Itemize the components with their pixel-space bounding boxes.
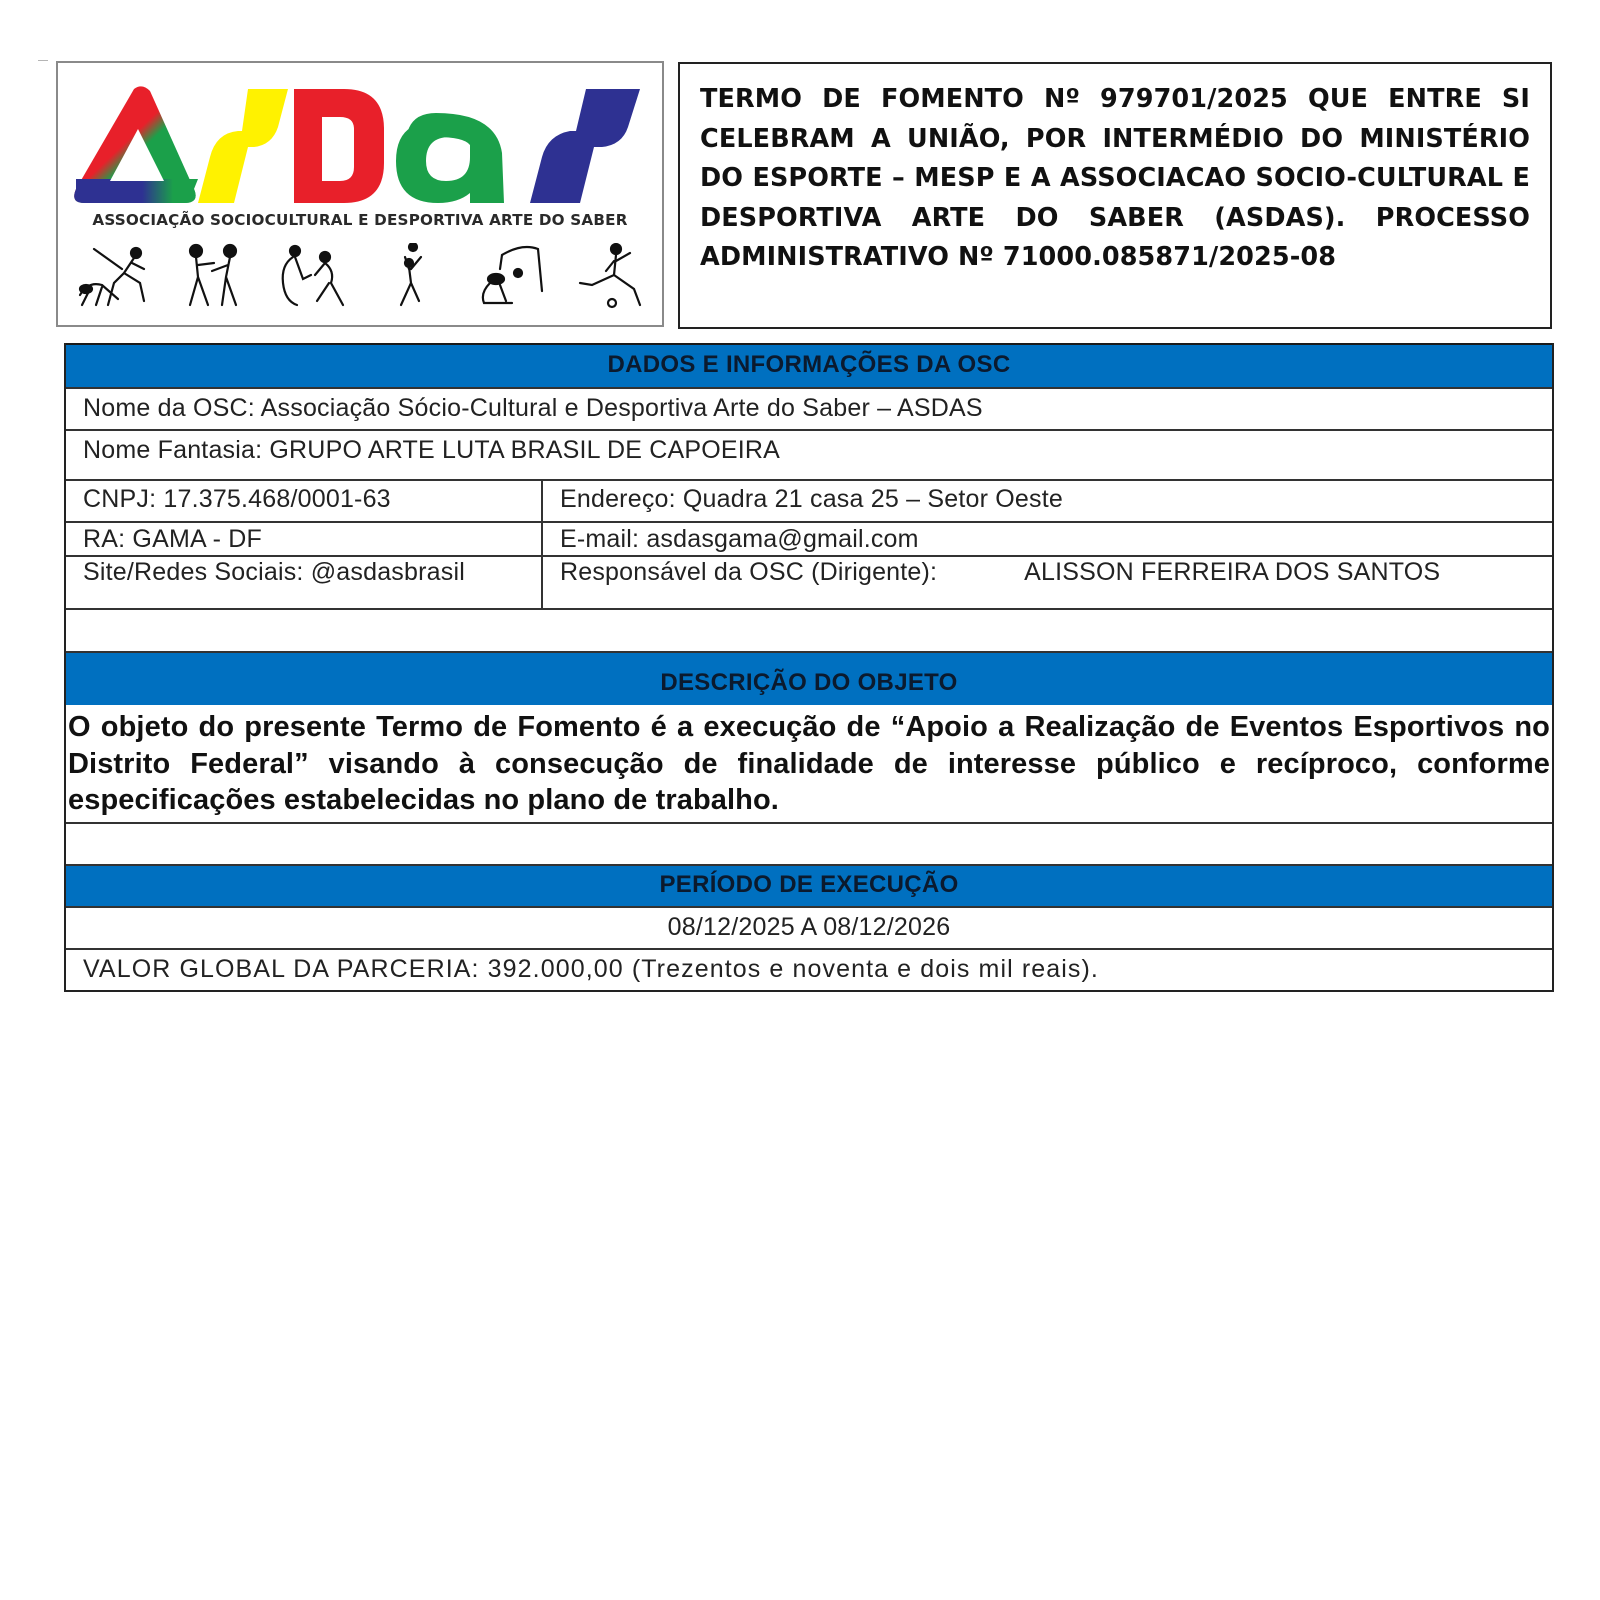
judo-figure-icon [273,243,351,309]
asdas-wordmark-icon [72,83,652,213]
valor-global-text: VALOR GLOBAL DA PARCERIA: 392.000,00 (Trezentos e noventa e dois mil reais). [83,955,1099,983]
section-header-osc-label: DADOS E INFORMAÇÕES DA OSC [607,351,1011,378]
volleyball-figure-icon [373,243,451,309]
row-cnpj-endereco [66,479,1552,521]
document-title-box [678,62,1552,329]
capoeira-figure-icon [74,243,152,309]
responsavel-cell [543,557,1552,608]
empty-row [66,608,1552,651]
site-text: Site/Redes Sociais: @asdasbrasil [83,558,465,586]
nome-osc-text: Nome da OSC: Associação Sócio-Cultural e Desportiva Arte do Saber – ASDAS [83,394,983,422]
row-site-responsavel [66,555,1552,608]
section-header-objeto [66,651,1552,705]
ra-cell [66,523,543,555]
responsavel-label: Responsável da OSC (Dirigente): [560,558,938,586]
capoeira-acrobatics-figure-icon [472,243,550,309]
responsavel-name: ALISSON FERREIRA DOS SANTOS [1024,558,1441,586]
kickboxing-figure-icon [174,243,252,309]
row-nome-fantasia [66,429,1552,479]
periodo-dates-text: 08/12/2025 A 08/12/2026 [667,913,951,941]
endereco-cell [543,481,1552,521]
ra-text: RA: GAMA - DF [83,525,263,553]
scan-artifact [38,60,48,61]
section-header-periodo [66,864,1552,906]
row-nome-osc [66,387,1552,429]
objeto-description [66,705,1552,822]
section-header-periodo-label: PERÍODO DE EXECUÇÃO [659,871,959,898]
email-cell [543,523,1552,555]
site-cell [66,557,543,608]
sports-figures [74,239,650,309]
section-header-osc [66,343,1552,387]
asdas-logo [56,61,664,327]
logo-tagline: ASSOCIAÇÃO SOCIOCULTURAL E DESPORTIVA ARTE DO SABER [92,211,628,229]
row-valor-global [66,948,1552,990]
objeto-description-text: O objeto do presente Termo de Fomento é a execução de “Apoio a Realização de Eventos Esportivos no Distrito Federal” visando à consecução de finalidade de interesse público e recíproco, conforme especificações estabelecidas no plano de trabalho. [68,711,1550,816]
football-figure-icon [572,243,650,309]
row-ra-email [66,521,1552,555]
section-header-objeto-label: DESCRIÇÃO DO OBJETO [660,669,958,696]
empty-row [66,822,1552,864]
nome-fantasia-text: Nome Fantasia: GRUPO ARTE LUTA BRASIL DE CAPOEIRA [83,436,781,464]
cnpj-cell [66,481,543,521]
endereco-text: Endereço: Quadra 21 casa 25 – Setor Oeste [560,485,1063,513]
row-periodo-dates [66,906,1552,948]
document-title: TERMO DE FOMENTO Nº 979701/2025 QUE ENTRE SI CELEBRAM A UNIÃO, POR INTERMÉDIO DO MINISTÉRIO DO ESPORTE – MESP E A ASSOCIACAO SOCIO-CULTURAL E DESPORTIVA ARTE DO SABER (ASDAS). PROCESSO ADMINISTRATIVO Nº 71000.085871/2025-08 [700,84,1530,272]
cnpj-text: CNPJ: 17.375.468/0001-63 [83,485,391,513]
osc-data-table [64,343,1554,992]
email-text: E-mail: asdasgama@gmail.com [560,525,919,553]
